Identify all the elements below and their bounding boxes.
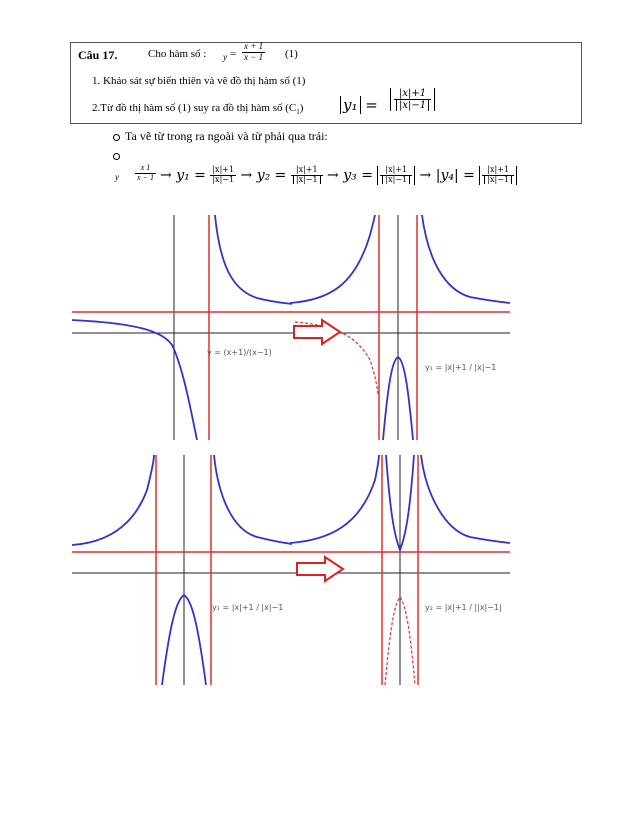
- arrow-top: [292, 318, 342, 351]
- curve-right-branch: [215, 215, 292, 304]
- solution-bullet-2: [113, 147, 125, 165]
- label-y2: y₂ = |x|+1 / ||x|−1|: [425, 603, 502, 612]
- curve-right-upper: [421, 455, 510, 543]
- problem-y: y: [223, 52, 227, 62]
- curve-right-upper: [422, 215, 510, 303]
- fn-numerator: x + 1: [244, 41, 264, 51]
- arrow-right-icon: [294, 320, 340, 344]
- label-original: y = (x+1)/(x−1): [207, 348, 272, 357]
- fn-tag: (1): [285, 48, 298, 60]
- arrow-bottom: [295, 555, 345, 588]
- curve-left-upper: [290, 215, 375, 303]
- chain-fraction: $\frac{x 1}{x - 1}$: [137, 163, 154, 182]
- bullet-icon: [113, 134, 120, 141]
- graph-original: [72, 215, 292, 440]
- problem-prompt: Cho hàm số :: [148, 48, 207, 60]
- solution-bullet-1: Ta vẽ từ trong ra ngoài và từ phải qua trái:: [113, 129, 328, 144]
- graph-y1-bottom: [72, 455, 292, 685]
- bullet-icon: [113, 153, 120, 160]
- curve-right-upper: [214, 455, 292, 544]
- problem-number: Câu 17.: [78, 48, 118, 62]
- curve-left-upper: [290, 455, 379, 543]
- chain-y: y: [115, 172, 119, 182]
- abs-fraction: $\frac{|x|+1}{|x|-1}$: [390, 88, 435, 111]
- y1-abs-expression: y₁ =: [340, 96, 378, 114]
- item-1: 1. Khảo sát sự biến thiên và vẽ đồ thị hàm số (1): [92, 75, 306, 87]
- arrow-right-icon: [297, 557, 343, 581]
- item-2: 2.Từ đồ thị hàm số (1) suy ra đồ thị hàm số $(C_1)$: [92, 102, 304, 117]
- chain-expression: → y₁ = $\frac{|x|+1}{|x|-1}$ → y₂ = $\frac{|x|+1}{|x|-1}$ → y₃ = $\frac{|x|+1}{|x|-1}$ → |y₄| = $\frac{|x|+1}{|x|-1}$: [160, 166, 517, 185]
- fn-denominator: x − 1: [244, 51, 264, 62]
- label-y1: y₁ = |x|+1 / |x|−1: [425, 363, 497, 372]
- label-y1-bottom: y₁ = |x|+1 / |x|−1: [212, 603, 284, 612]
- problem-function: [242, 42, 265, 63]
- curve-left-upper: [72, 455, 154, 545]
- curve-left-branch: [72, 320, 197, 440]
